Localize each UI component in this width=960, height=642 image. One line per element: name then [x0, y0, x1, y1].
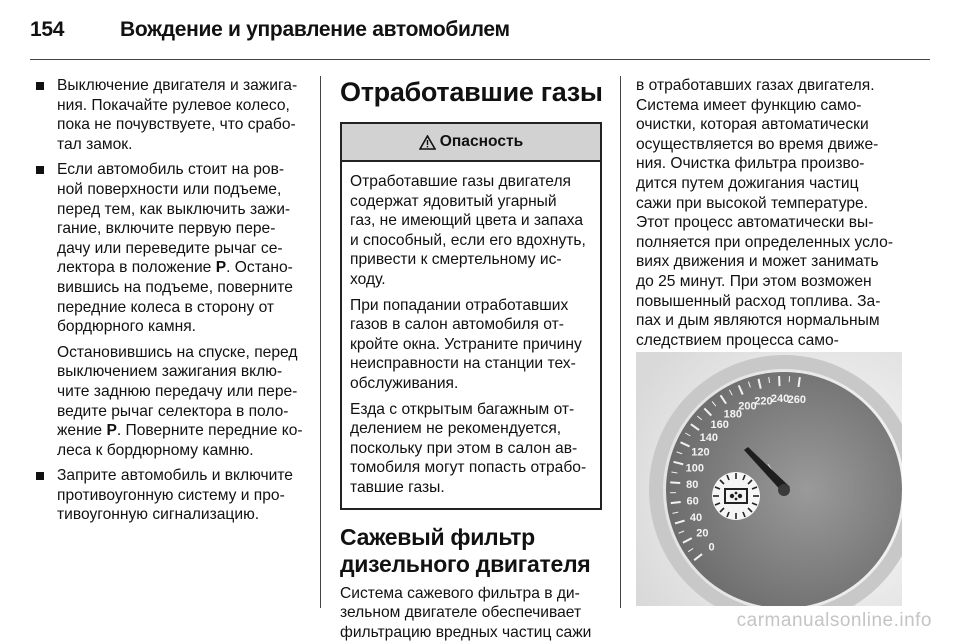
- bullet-icon: [36, 472, 44, 480]
- gauge-tick: [671, 502, 681, 503]
- gauge-tick-label: 260: [787, 393, 806, 406]
- gauge-tick-label: 140: [699, 431, 719, 444]
- paragraph: Езда с открытым багажным от- делением не рекомендуется, поскольку при этом в салон ав- томобиля могут попасть отрабо- тавшие газы.: [350, 400, 587, 496]
- diesel-particulate-filter-icon: [712, 472, 760, 520]
- paragraph: Система сажевого фильтра в ди- зельном двигателе обеспечивает фильтрацию вредных частиц сажи: [340, 584, 592, 641]
- paragraph: При попадании отработавших газов в салон автомобиля от- кройте окна. Устраните причину неисправности на станции тех- обслуживания.: [350, 296, 582, 392]
- column-2: [340, 76, 602, 642]
- watermark: carmanualsonline.info: [736, 610, 932, 631]
- column-divider-2: [620, 76, 621, 608]
- gear-p: P: [215, 259, 227, 277]
- column-1: [36, 76, 304, 531]
- danger-box: [340, 122, 602, 510]
- gauge-tick-label: 60: [686, 495, 699, 508]
- list-item: Выключение двигателя и зажига- ния. Покачайте рулевое колесо, пока не почувствуете, что срабо- тал замок.: [36, 76, 304, 154]
- gauge-tick-label: 0: [708, 541, 715, 554]
- gauge-tick-label: 200: [738, 400, 757, 413]
- paragraph: в отработавших газах двигателя. Система имеет функцию само- очистки, которая автоматически осуществляется во время движе- ния. Очистка фильтра произво- дится путем дожигания частиц сажи при высокой температуре. Этот процесс автоматически вы- полняется при определенных усло- виях движения и может занимать до 25 минут. При этом возможен повышенный расход топлива. За- пах и дым являются нормальным следствием процесса само-: [636, 77, 894, 349]
- gauge-tick: [670, 482, 680, 483]
- column-divider-1: [320, 76, 321, 608]
- gauge-tick-label: 20: [696, 527, 709, 540]
- gauge-tick-label: 40: [689, 512, 703, 525]
- bullet-icon: [36, 166, 44, 174]
- speedometer-illustration: [636, 352, 902, 606]
- speedometer-image: [636, 352, 902, 606]
- gauge-tick-label: 240: [770, 393, 790, 406]
- column-3: [636, 76, 908, 370]
- gauge-tick-label: 160: [710, 419, 729, 432]
- gauge-hub: [778, 484, 790, 496]
- gauge-tick-label: 220: [754, 395, 773, 408]
- gauge-tick: [798, 377, 799, 387]
- paragraph: Отработавшие газы двигателя содержат ядовитый угарный газ, не имеющий цвета и запаха и способный, если его вдохнуть, привести к смертельному ис- ходу.: [350, 173, 586, 288]
- danger-header: [342, 124, 600, 162]
- section-heading: Отработавшие газы: [340, 77, 603, 107]
- chapter-title: Вождение и управление автомобилем: [120, 18, 510, 41]
- gauge-tick-label: 100: [685, 462, 705, 475]
- bullet-icon: [36, 82, 44, 90]
- list-item: Если автомобиль стоит на ров- ной поверхности или подъеме, перед тем, как выключить зажи- гание, включите первую пере- дачу или переведите рычаг се- лектора в положение P. Остано- вившись на подъеме, поверните передние колеса в сторону от бордюрного камня.: [36, 160, 304, 336]
- page-number: 154: [30, 18, 65, 41]
- danger-body: [342, 162, 600, 508]
- gear-p: P: [106, 422, 117, 440]
- subsection-heading: Сажевый фильтр дизельного двигателя: [340, 523, 591, 577]
- list-item: Заприте автомобиль и включите противоугонную систему и про- тивоугонную сигнализацию.: [36, 466, 304, 525]
- gauge-tick-label: 120: [691, 446, 710, 459]
- paragraph: Остановившись на спуске, перед выключением зажигания вклю- чите заднюю передачу или пере- ведите рычаг селектора в поло- жение P. Поверните передние ко- леса к бордюрному камню.: [57, 343, 303, 459]
- warning-triangle-icon: [419, 135, 436, 150]
- danger-label: Опасность: [439, 133, 524, 151]
- gauge-tick-label: 180: [723, 408, 742, 421]
- header-rule: [30, 59, 930, 60]
- gauge-tick-label: 80: [686, 478, 699, 491]
